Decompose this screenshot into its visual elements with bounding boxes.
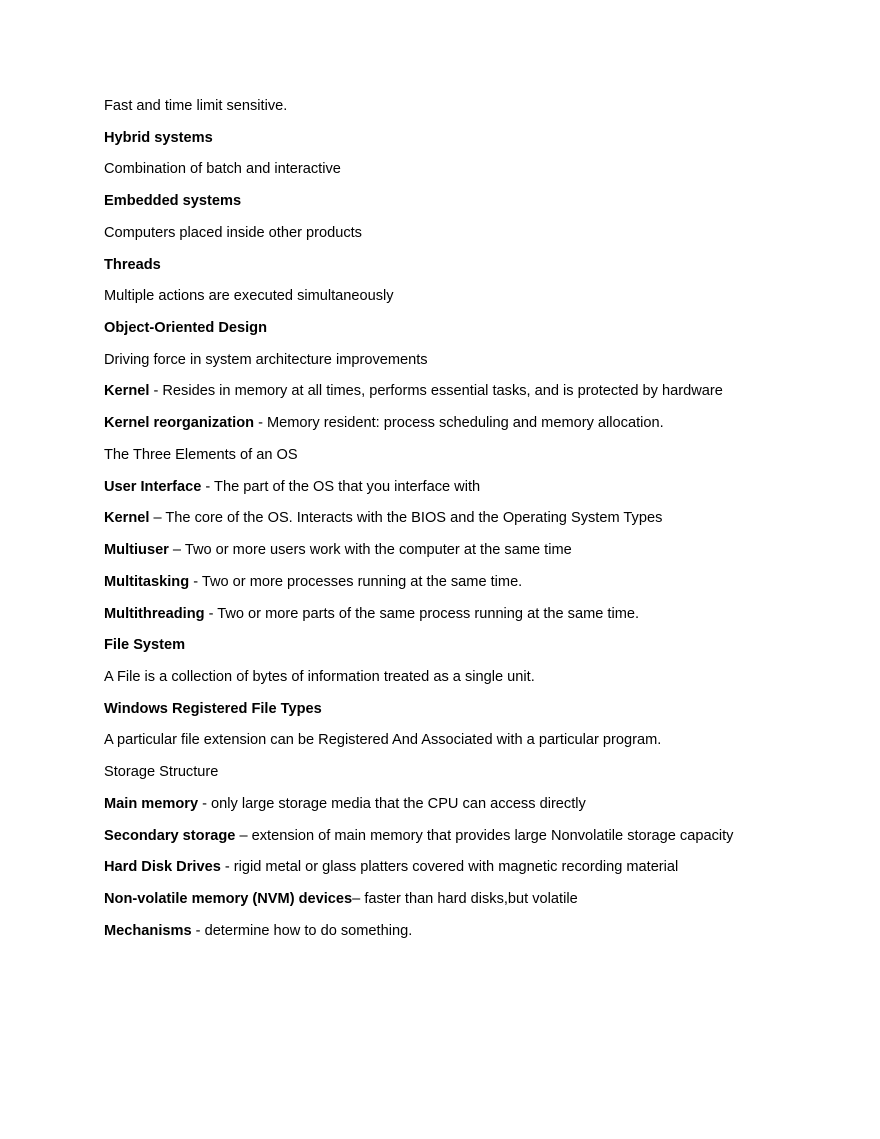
outline-group-file-system-detail bbox=[104, 667, 776, 688]
term-label: Object-Oriented Design bbox=[104, 320, 267, 337]
outline-group-ood bbox=[104, 318, 776, 339]
term-label: Hybrid systems bbox=[104, 129, 213, 146]
list-item-text: Kernel reorganization - Memory resident: process scheduling and memory allocation. bbox=[104, 415, 664, 432]
outline-group-mechanisms bbox=[104, 921, 776, 942]
list-item-text: Multitasking - Two or more processes running at the same time. bbox=[104, 573, 523, 590]
list-item-text: Multiple actions are executed simultaneously bbox=[104, 288, 394, 305]
list-item bbox=[104, 413, 776, 434]
list-item-text: Storage Structure bbox=[104, 764, 219, 781]
list-item bbox=[104, 318, 776, 339]
list-item-text: Kernel - Resides in memory at all times, performs essential tasks, and is protected by hardware bbox=[104, 383, 723, 400]
term-label: Hard Disk Drives bbox=[104, 859, 221, 876]
list-item-text: Main memory - only large storage media that the CPU can access directly bbox=[104, 795, 586, 812]
outline-group-ood-detail bbox=[104, 350, 776, 371]
list-item bbox=[104, 508, 776, 529]
list-item bbox=[104, 889, 776, 910]
list-item-text: Fast and time limit sensitive. bbox=[104, 98, 288, 114]
outline-group-embedded-systems bbox=[104, 191, 776, 212]
outline-group-kernel-notes bbox=[104, 381, 776, 433]
list-item bbox=[104, 350, 776, 371]
list-item bbox=[104, 159, 776, 180]
term-label: User Interface bbox=[104, 478, 202, 495]
term-label: File System bbox=[104, 637, 186, 654]
term-label: Mechanisms bbox=[104, 922, 192, 939]
outline-group-threads-detail bbox=[104, 286, 776, 307]
term-label: Embedded systems bbox=[104, 193, 242, 210]
list-item-text bbox=[104, 128, 776, 149]
list-item bbox=[104, 381, 776, 402]
list-item-text: Multiuser – Two or more users work with the computer at the same time bbox=[104, 542, 572, 559]
list-item-text: Computers placed inside other products bbox=[104, 224, 362, 241]
list-item-text bbox=[104, 699, 776, 720]
outline-group-file-system bbox=[104, 635, 776, 656]
outline-group-level3-top bbox=[104, 96, 776, 117]
list-item-text: A File is a collection of bytes of information treated as a single unit. bbox=[104, 668, 535, 685]
list-item bbox=[104, 540, 776, 561]
outline-group-embedded-detail bbox=[104, 223, 776, 244]
term-label: Non-volatile memory (NVM) devices bbox=[104, 890, 353, 907]
list-item bbox=[104, 572, 776, 593]
list-item bbox=[104, 826, 776, 847]
list-item bbox=[104, 286, 776, 307]
outline-group-threads bbox=[104, 255, 776, 276]
list-item bbox=[104, 857, 776, 878]
list-item bbox=[104, 445, 776, 466]
list-item-text bbox=[104, 318, 776, 339]
outline-group-registered-file-types-detail bbox=[104, 730, 776, 751]
list-item-text: Hard Disk Drives - rigid metal or glass platters covered with magnetic recording material bbox=[104, 859, 679, 876]
term-label: Multithreading bbox=[104, 605, 205, 622]
list-item-text bbox=[104, 191, 776, 212]
list-item bbox=[104, 255, 776, 276]
list-item bbox=[104, 604, 776, 625]
outline-group-storage-details bbox=[104, 794, 776, 910]
term-label: Multitasking bbox=[104, 573, 190, 590]
list-item-text: The Three Elements of an OS bbox=[104, 446, 298, 463]
list-item-text: A particular file extension can be Registered And Associated with a particular program. bbox=[104, 732, 662, 749]
outline-group-three-elements-detail bbox=[104, 477, 776, 625]
list-item-text: Combination of batch and interactive bbox=[104, 161, 341, 178]
outline-group-three-elements bbox=[104, 445, 776, 466]
list-item bbox=[104, 699, 776, 720]
term-label: Windows Registered File Types bbox=[104, 700, 322, 717]
list-item-text: User Interface - The part of the OS that you interface with bbox=[104, 478, 481, 495]
list-item bbox=[104, 667, 776, 688]
list-item bbox=[104, 635, 776, 656]
term-label: Threads bbox=[104, 256, 161, 273]
outline-group-hybrid-systems bbox=[104, 128, 776, 149]
notes-outline bbox=[104, 96, 776, 941]
list-item bbox=[104, 223, 776, 244]
term-label: Secondary storage bbox=[104, 827, 236, 844]
list-item-text: Kernel – The core of the OS. Interacts with the BIOS and the Operating System Types bbox=[104, 510, 663, 527]
list-item-text: Secondary storage – extension of main memory that provides large Nonvolatile storage capacity bbox=[104, 827, 734, 844]
list-item-text: Non-volatile memory (NVM) devices– faster than hard disks,but volatile bbox=[104, 890, 578, 907]
outline-group-hybrid-detail bbox=[104, 159, 776, 180]
list-item-text: Multithreading - Two or more parts of the same process running at the same time. bbox=[104, 605, 640, 622]
outline-group-storage-structure bbox=[104, 762, 776, 783]
term-label: Multiuser bbox=[104, 542, 169, 559]
term-label: Kernel reorganization bbox=[104, 415, 255, 432]
list-item bbox=[104, 730, 776, 751]
outline-group-registered-file-types bbox=[104, 699, 776, 720]
list-item-text bbox=[104, 255, 776, 276]
list-item-text: Mechanisms - determine how to do something. bbox=[104, 922, 413, 939]
list-item bbox=[104, 191, 776, 212]
term-label: Main memory bbox=[104, 795, 203, 812]
list-item-text bbox=[104, 635, 776, 656]
list-item bbox=[104, 794, 776, 815]
list-item bbox=[104, 477, 776, 498]
list-item bbox=[104, 921, 776, 942]
list-item bbox=[104, 128, 776, 149]
term-label: Kernel bbox=[104, 510, 150, 527]
term-label: Kernel bbox=[104, 383, 150, 400]
list-item bbox=[104, 96, 776, 117]
list-item-text: Driving force in system architecture improvements bbox=[104, 351, 428, 368]
list-item bbox=[104, 762, 776, 783]
